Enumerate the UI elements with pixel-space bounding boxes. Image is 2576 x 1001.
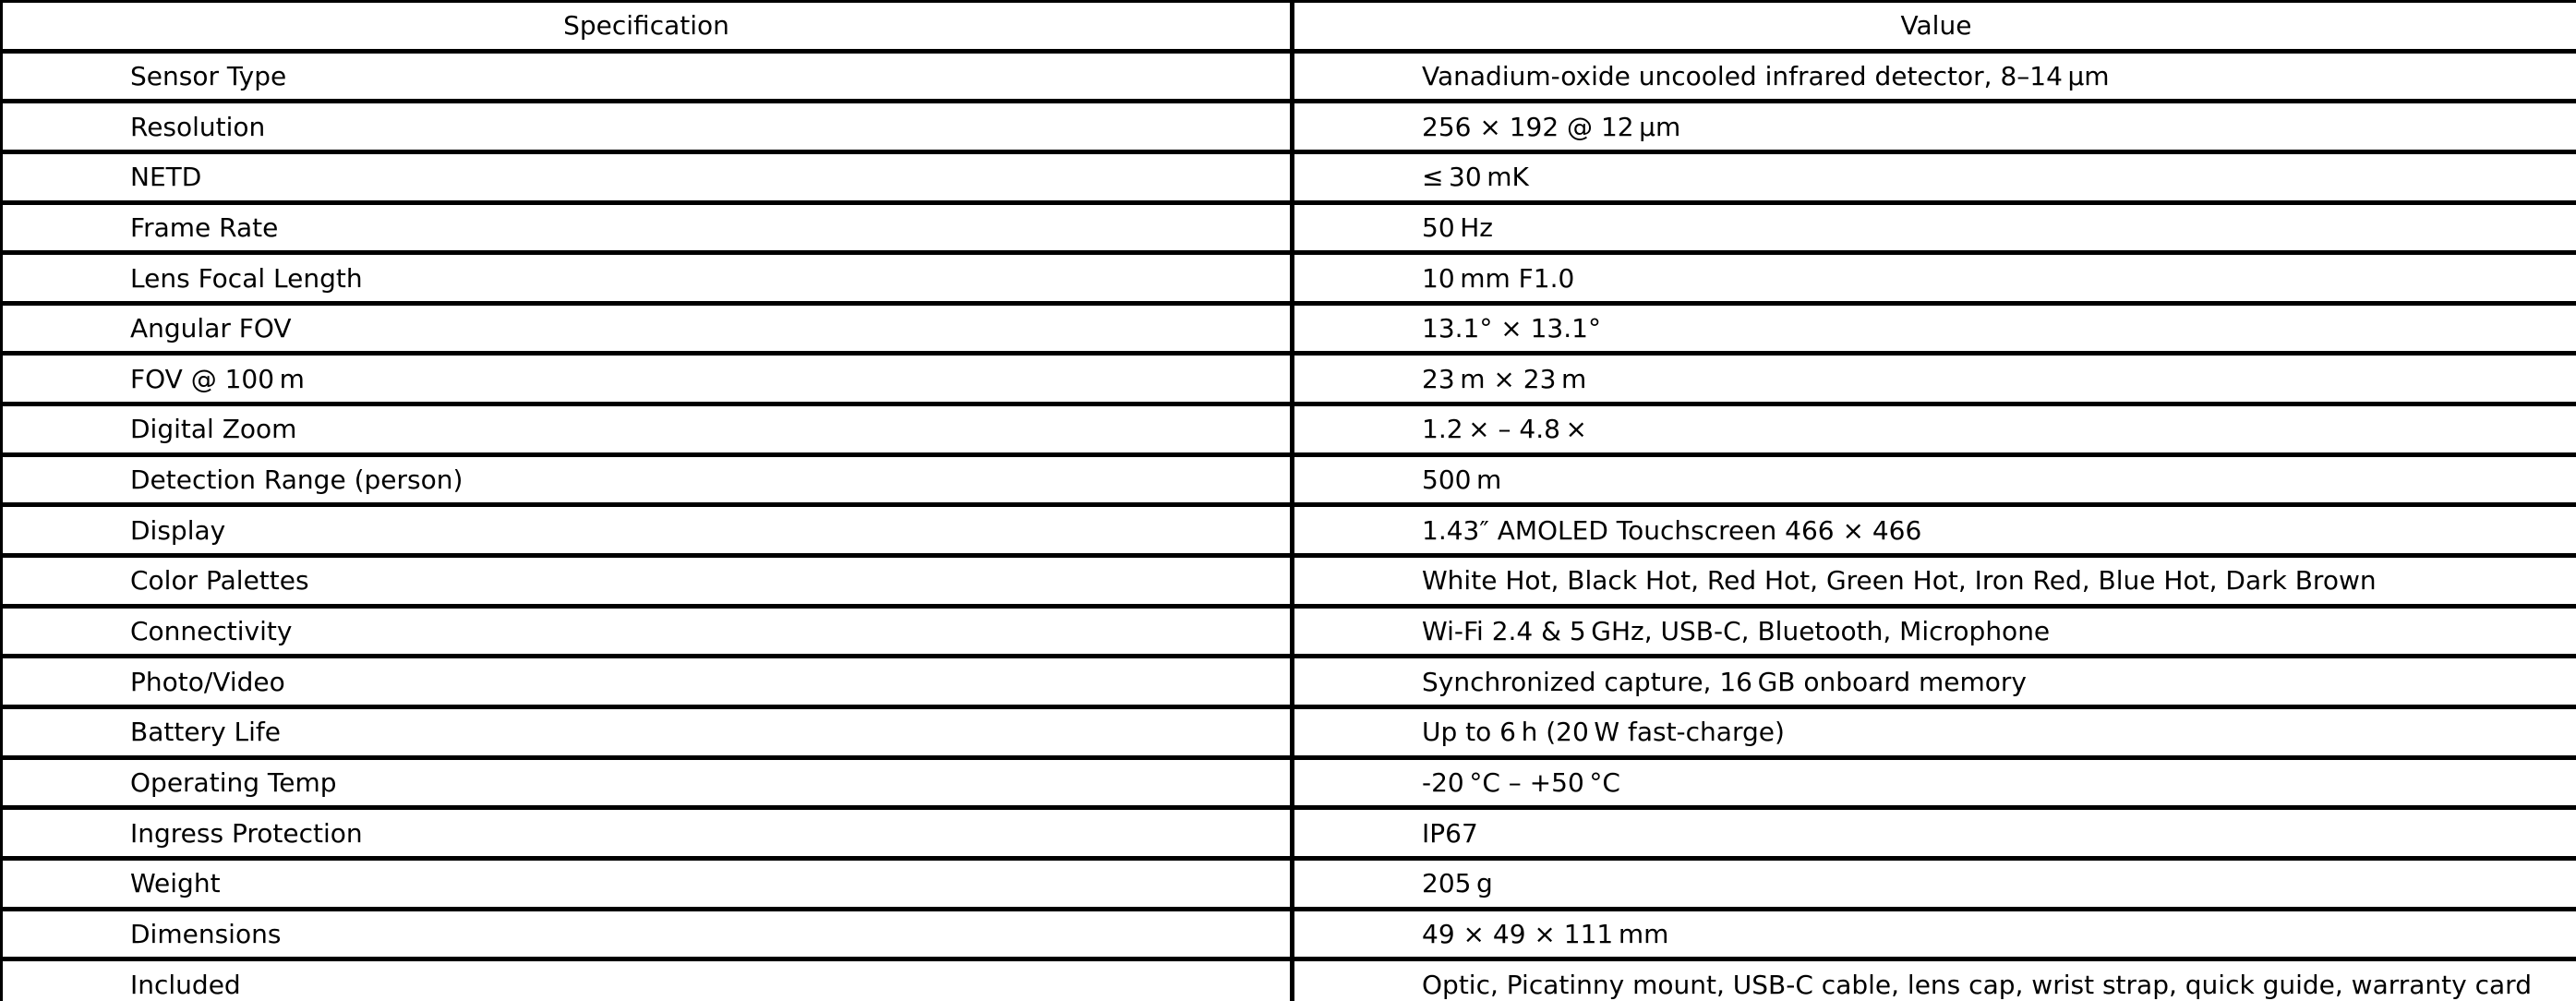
spec-cell: NETD xyxy=(1,151,1293,202)
table-row-ingress-protection xyxy=(1,808,2576,859)
spec-cell: Frame Rate xyxy=(1,202,1293,253)
spec-cell: FOV @ 100 m xyxy=(1,354,1293,404)
spec-cell: Weight xyxy=(1,858,1293,909)
spec-cell: Battery Life xyxy=(1,706,1293,757)
spec-cell: Color Palettes xyxy=(1,556,1293,607)
table-row-digital-zoom xyxy=(1,404,2576,455)
table-row-sensor-type xyxy=(1,51,2576,102)
value-cell: 256 × 192 @ 12 µm xyxy=(1293,102,2576,152)
column-header-specification: Specification xyxy=(1,1,1293,52)
table-row-operating-temp xyxy=(1,757,2576,808)
value-cell: 10 mm F1.0 xyxy=(1293,253,2576,304)
spec-cell: Included xyxy=(1,959,1293,1001)
value-cell: White Hot, Black Hot, Red Hot, Green Hot, Iron Red, Blue Hot, Dark Brown xyxy=(1293,556,2576,607)
value-cell: 1.43″ AMOLED Touchscreen 466 × 466 xyxy=(1293,505,2576,556)
table-row-weight xyxy=(1,858,2576,909)
table-row-netd xyxy=(1,151,2576,202)
spec-cell: Operating Temp xyxy=(1,757,1293,808)
value-cell: 13.1° × 13.1° xyxy=(1293,303,2576,354)
spec-cell: Digital Zoom xyxy=(1,404,1293,455)
table-row-color-palettes xyxy=(1,556,2576,607)
table-row-dimensions xyxy=(1,909,2576,959)
value-cell: Vanadium-oxide uncooled infrared detector, 8–14 µm xyxy=(1293,51,2576,102)
value-cell: ≤ 30 mK xyxy=(1293,151,2576,202)
spec-cell: Lens Focal Length xyxy=(1,253,1293,304)
table-row-fov-at-100m xyxy=(1,354,2576,404)
value-cell: Wi-Fi 2.4 & 5 GHz, USB-C, Bluetooth, Microphone xyxy=(1293,606,2576,657)
spec-cell: Sensor Type xyxy=(1,51,1293,102)
table-row-detection-range xyxy=(1,454,2576,505)
value-cell: 500 m xyxy=(1293,454,2576,505)
spec-cell: Connectivity xyxy=(1,606,1293,657)
value-cell: 50 Hz xyxy=(1293,202,2576,253)
value-cell: Synchronized capture, 16 GB onboard memory xyxy=(1293,657,2576,707)
value-cell: 49 × 49 × 111 mm xyxy=(1293,909,2576,959)
header-row xyxy=(1,1,2576,52)
spec-cell: Display xyxy=(1,505,1293,556)
value-cell: 205 g xyxy=(1293,858,2576,909)
value-cell: Up to 6 h (20 W fast-charge) xyxy=(1293,706,2576,757)
spec-cell: Photo/Video xyxy=(1,657,1293,707)
value-cell: Optic, Picatinny mount, USB-C cable, lens cap, wrist strap, quick guide, warranty card xyxy=(1293,959,2576,1001)
table-row-angular-fov xyxy=(1,303,2576,354)
table-row-photo-video xyxy=(1,657,2576,707)
value-cell: 1.2 × – 4.8 × xyxy=(1293,404,2576,455)
spec-cell: Resolution xyxy=(1,102,1293,152)
value-cell: IP67 xyxy=(1293,808,2576,859)
table-row-frame-rate xyxy=(1,202,2576,253)
table-row-included xyxy=(1,959,2576,1001)
table-row-resolution xyxy=(1,102,2576,152)
table-row-lens-focal-length xyxy=(1,253,2576,304)
table-row-connectivity xyxy=(1,606,2576,657)
column-header-value: Value xyxy=(1293,1,2576,52)
table-row-battery-life xyxy=(1,706,2576,757)
spec-cell: Angular FOV xyxy=(1,303,1293,354)
value-cell: -20 °C – +50 °C xyxy=(1293,757,2576,808)
spec-cell: Ingress Protection xyxy=(1,808,1293,859)
table-row-display xyxy=(1,505,2576,556)
value-cell: 23 m × 23 m xyxy=(1293,354,2576,404)
spec-cell: Detection Range (person) xyxy=(1,454,1293,505)
spec-cell: Dimensions xyxy=(1,909,1293,959)
